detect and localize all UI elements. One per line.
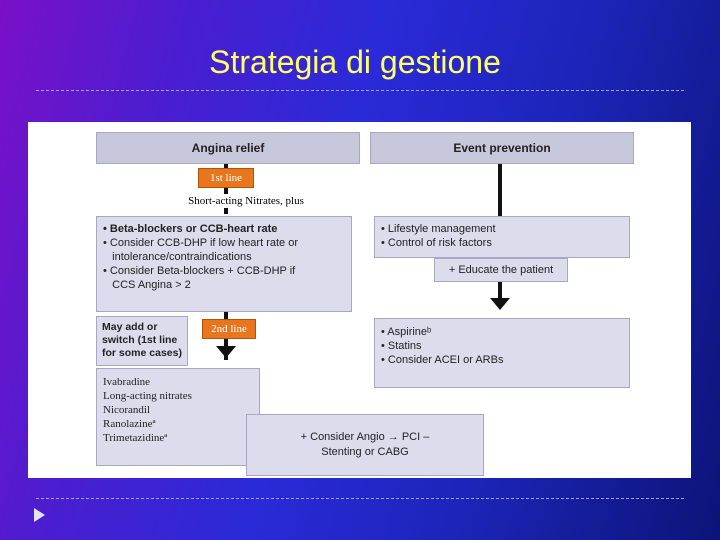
list-item: • Consider CCB-DHP if low heart rate or	[103, 237, 298, 249]
list-item: • Aspirineᵇ	[381, 326, 432, 338]
top-divider	[36, 90, 684, 91]
first-line-badge: 1st line	[198, 168, 254, 188]
list-item: • Consider ACEI or ARBs	[381, 354, 504, 366]
list-item: • Beta-blockers or CCB-heart rate	[103, 223, 278, 235]
may-add-line: May add or	[102, 321, 158, 333]
drug-item: Trimetazidineª	[103, 432, 168, 444]
drug-item: Long-acting nitrates	[103, 390, 192, 402]
may-add-box	[96, 316, 188, 366]
lifestyle-box	[374, 216, 630, 258]
flowchart-panel	[28, 122, 691, 478]
prevention-list	[381, 325, 623, 367]
drug-item: Nicorandil	[103, 404, 151, 416]
angio-line: Stenting or CABG	[321, 446, 409, 458]
down-arrow-icon	[490, 298, 510, 310]
event-prevention-header: Event prevention	[370, 132, 634, 164]
educate-patient-box: + Educate the patient	[434, 258, 568, 282]
prevention-box	[374, 318, 630, 388]
short-acting-nitrates: Short-acting Nitrates, plus	[166, 194, 326, 208]
list-item: CCS Angina > 2	[103, 279, 191, 291]
drug-item: Ivabradine	[103, 376, 151, 388]
down-arrow-icon	[216, 346, 236, 358]
list-item: • Control of risk factors	[381, 237, 492, 249]
slide-title: Strategia di gestione	[209, 44, 501, 80]
first-line-box	[96, 216, 352, 312]
angina-relief-header: Angina relief	[96, 132, 360, 164]
bottom-divider	[36, 498, 684, 499]
second-line-drugs-box	[96, 368, 260, 466]
next-slide-arrow-icon[interactable]	[34, 508, 45, 522]
drug-item: Ranolazineª	[103, 418, 156, 430]
angio-box	[246, 414, 484, 476]
may-add-line: for some cases)	[102, 347, 182, 359]
list-item: • Lifestyle management	[381, 223, 496, 235]
list-item: intolerance/contraindications	[103, 251, 252, 263]
connector-line	[498, 164, 502, 216]
first-line-list	[103, 222, 345, 292]
list-item: • Consider Beta-blockers + CCB-DHP if	[103, 265, 296, 277]
may-add-line: switch (1st line	[102, 334, 178, 346]
lifestyle-list	[381, 222, 623, 250]
list-item: • Statins	[381, 340, 422, 352]
angio-line: + Consider Angio → PCI –	[300, 431, 430, 443]
second-line-badge: 2nd line	[202, 319, 256, 339]
